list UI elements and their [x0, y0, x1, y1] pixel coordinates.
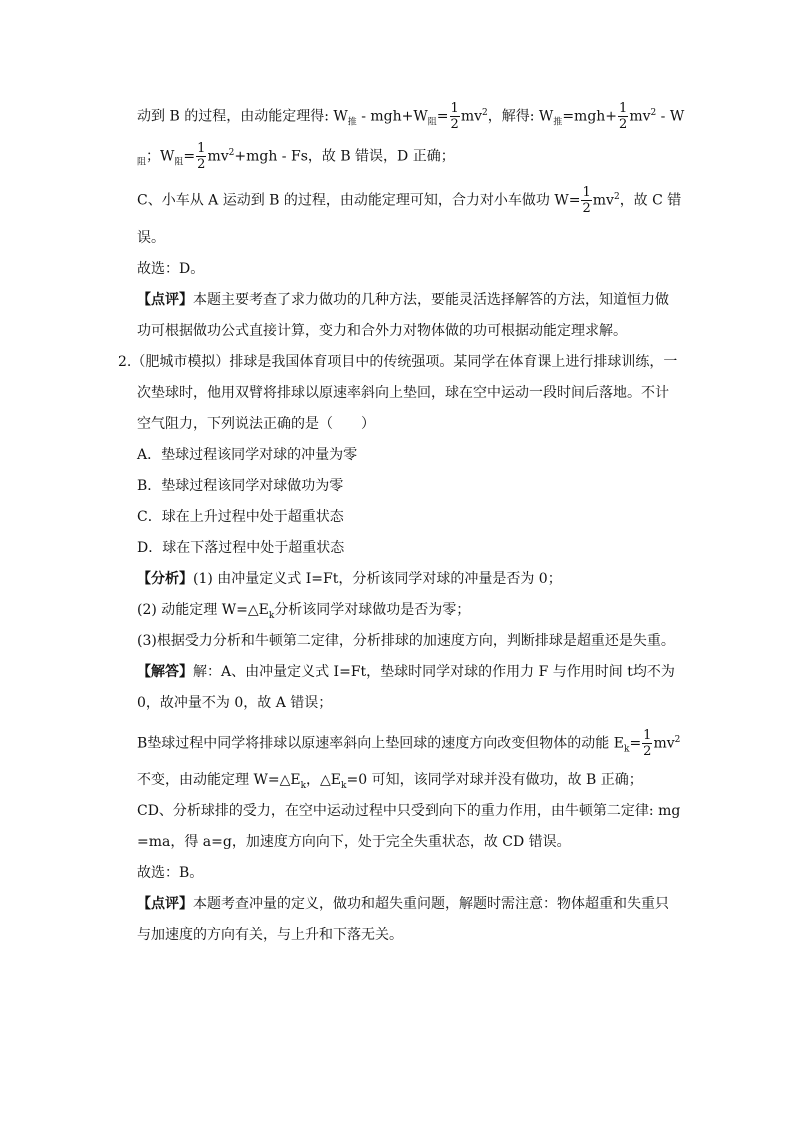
option-c: C．球在上升过程中处于超重状态	[137, 509, 344, 525]
subscript: 阻	[174, 157, 184, 168]
superscript: 2	[482, 107, 488, 118]
superscript: 2	[228, 147, 235, 158]
text-span: 本题考查冲量的定义，做功和超失重问题，解题时需注意：物体超重和失重只	[193, 896, 669, 912]
text-span: C、小车从 A 运动到 B 的过程，由动能定理可知，合力对小车做功 W=	[137, 192, 581, 209]
text-span: B垫球过程中同学将排球以原速率斜向上垫回球的速度方向改变但物体的动能 E	[137, 735, 624, 752]
question-line: 2.（肥城市模拟）排球是我国体育项目中的传统强项。某同学在体育课上进行排球训练，一	[118, 354, 678, 370]
comment-tag: 【点评】	[137, 896, 193, 912]
text-line	[137, 102, 684, 131]
text-span: (2) 动能定理 W=△E	[137, 602, 269, 618]
text-line: 误。	[137, 230, 165, 246]
text-span: 本题主要考查了求力做功的几种方法，要能灵活选择解答的方法，知道恒力做	[193, 292, 669, 308]
solution-line	[137, 729, 680, 758]
analysis-tag: 【分析】	[137, 571, 193, 587]
text-span: mv	[207, 148, 229, 165]
text-line: 与加速度的方向有关，与上升和下落无关。	[137, 927, 403, 943]
text-span: ，△E	[306, 772, 342, 788]
text-span: ，故 C 错	[619, 192, 682, 209]
fraction: $\frac{1}{2}$	[619, 101, 628, 132]
text-span: =	[629, 735, 642, 752]
subscript: 阻	[427, 117, 437, 128]
text-span: (1) 由冲量定义式 I=Ft，分析该同学对球的冲量是否为 0；	[193, 571, 562, 587]
question-line: 空气阻力，下列说法正确的是（ ）	[137, 416, 375, 432]
solution-tag: 【解答】	[137, 664, 193, 680]
question-line: 次垫球时，他用双臂将排球以原速率斜向上垫回，球在空中运动一段时间后落地。不计	[137, 385, 669, 401]
fraction: $\frac{1}{2}$	[197, 141, 206, 172]
text-span: mv	[629, 108, 651, 125]
comment-tag: 【点评】	[137, 292, 193, 308]
solution-line: 故选：B。	[137, 865, 204, 881]
option-b: B．垫球过程该同学对球做功为零	[137, 478, 344, 494]
comment-line	[137, 290, 669, 310]
fraction: $\frac{1}{2}$	[643, 728, 652, 759]
text-span: 解：A、由冲量定义式 I=Ft，垫球时同学对球的作用力 F 与作用时间 t均不为	[193, 664, 675, 680]
text-span: 动到 B 的过程，由动能定理得: W	[137, 108, 348, 125]
text-line	[137, 142, 455, 171]
analysis-line: (3)根据受力分析和牛顿第二定律，分析排球的加速度方向，判断排球是超重还是失重。	[137, 633, 675, 649]
solution-line	[137, 662, 675, 682]
text-span: mv	[592, 192, 614, 209]
analysis-line	[137, 600, 470, 620]
text-line: 故选：D。	[137, 261, 205, 277]
subscript: 推	[553, 117, 563, 128]
subscript: 推	[347, 117, 357, 128]
solution-line: =ma，得 a=g，加速度方向向下，处于完全失重状态，故 CD 错误。	[137, 834, 571, 850]
text-line	[137, 186, 681, 215]
superscript: 2	[674, 734, 681, 745]
superscript: 2	[613, 191, 620, 202]
text-span: - mgh+W	[356, 108, 428, 125]
fraction: $\frac{1}{2}$	[450, 101, 459, 132]
text-span: =	[183, 148, 196, 165]
text-span: mv	[653, 735, 675, 752]
analysis-line	[137, 569, 562, 589]
text-span: =mgh+	[562, 108, 618, 125]
text-span: =0 可知，该同学对球并没有做功，故 B 正确；	[346, 772, 643, 788]
solution-line	[137, 770, 643, 790]
text-span: +mgh - Fs，故 B 错误，D 正确；	[234, 148, 455, 165]
subscript: k	[300, 780, 307, 791]
subscript: k	[341, 780, 347, 791]
option-a: A．垫球过程该同学对球的冲量为零	[137, 447, 358, 463]
text-span: 分析该同学对球做功是否为零；	[274, 602, 471, 618]
fraction: $\frac{1}{2}$	[582, 185, 591, 216]
subscript: 阻	[137, 157, 147, 168]
solution-line: CD、分析球排的受力，在空中运动过程中只受到向下的重力作用，由牛顿第二定律: mg	[137, 803, 681, 819]
subscript: k	[268, 610, 275, 621]
text-span: =	[436, 108, 449, 125]
text-span: ，解得: W	[487, 108, 554, 125]
text-span: ；W	[146, 148, 175, 165]
text-span: 不变，由动能定理 W=△E	[137, 772, 301, 788]
text-span: - W	[656, 108, 685, 125]
solution-line: 0，故冲量不为 0，故 A 错误；	[137, 695, 333, 711]
superscript: 2	[650, 107, 657, 118]
option-d: D．球在下落过程中处于超重状态	[137, 540, 345, 556]
subscript: k	[623, 744, 630, 755]
text-line: 功可根据做功公式直接计算，变力和合外力对物体做的功可根据动能定理求解。	[137, 323, 627, 339]
text-span: mv	[460, 108, 482, 125]
comment-line	[137, 894, 669, 914]
